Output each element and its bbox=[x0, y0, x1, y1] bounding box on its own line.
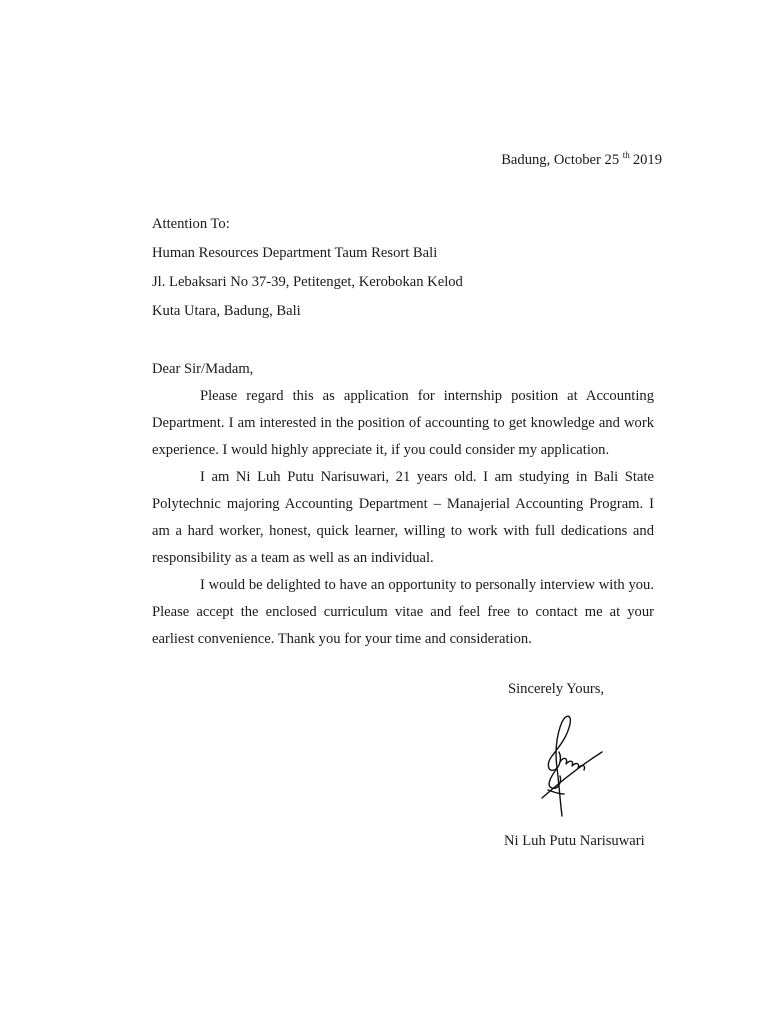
body-paragraph-2: I am Ni Luh Putu Narisuwari, 21 years old. I am studying in Bali State Polytechnic majoring Accounting Department – Manajerial Accounting Program. I am a hard worker, honest, quick learner, willing to work with full dedications and responsibility as a team as well as an individual. bbox=[152, 469, 654, 566]
closing: Sincerely Yours, bbox=[508, 681, 605, 697]
attention-label: Attention To: bbox=[152, 216, 230, 232]
letter-body bbox=[152, 356, 654, 653]
date-superscript: th bbox=[622, 150, 630, 160]
recipient-department: Human Resources Department Taum Resort Bali bbox=[152, 245, 438, 261]
place-date-text: Badung, October 25 bbox=[501, 152, 620, 168]
body-paragraph-3: I would be delighted to have an opportunity to personally interview with you. Please accept the enclosed curriculum vitae and feel free to contact me at your earliest convenience. Thank you for your time and consideration. bbox=[152, 577, 654, 647]
salutation: Dear Sir/Madam, bbox=[152, 361, 254, 377]
recipient-address-line-1: Jl. Lebaksari No 37-39, Petitenget, Kerobokan Kelod bbox=[152, 274, 463, 290]
handwritten-signature bbox=[512, 708, 612, 823]
signer-name: Ni Luh Putu Narisuwari bbox=[504, 833, 645, 849]
date-line bbox=[501, 150, 662, 170]
date-year: 2019 bbox=[632, 152, 662, 168]
body-paragraph-1: Please regard this as application for internship position at Accounting Department. I am interested in the position of accounting to get knowledge and work experience. I would highly appreciate it, if you could consider my application. bbox=[152, 388, 654, 458]
recipient-block bbox=[152, 210, 463, 326]
recipient-address-line-2: Kuta Utara, Badung, Bali bbox=[152, 303, 301, 319]
